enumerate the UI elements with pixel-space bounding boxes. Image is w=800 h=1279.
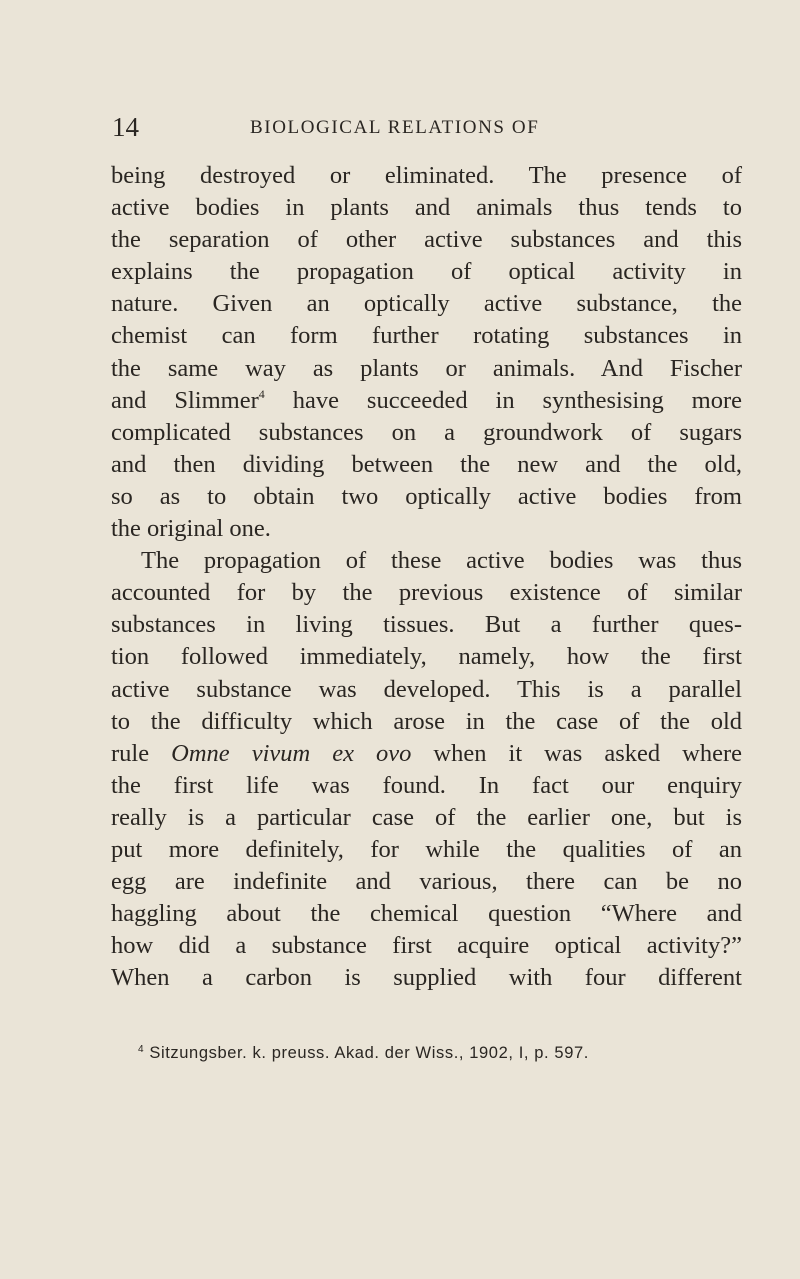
text-line: really is a particular case of the earlier one, but is <box>111 803 742 831</box>
text-line: the first life was found. In fact our enquiry <box>111 771 742 799</box>
text-line: tion followed immediately, namely, how the first <box>111 643 742 671</box>
text-segment: when it was asked where <box>411 739 742 767</box>
text-line: When a carbon is supplied with four different <box>111 964 742 992</box>
text-line: the original one. <box>111 515 271 543</box>
text-line: how did a substance first acquire optical activity?” <box>111 932 742 960</box>
footnote <box>138 1042 748 1064</box>
text-segment: have succeeded in synthesising more <box>264 386 743 414</box>
body-text <box>111 160 742 994</box>
text-line: the separation of other active substances and this <box>111 226 742 254</box>
text-line <box>111 385 742 417</box>
text-line: being destroyed or eliminated. The presence of <box>111 162 742 189</box>
text-line: haggling about the chemical question “Where and <box>111 900 742 928</box>
text-line: the same way as plants or animals. And Fischer <box>111 354 742 382</box>
text-line: egg are indefinite and various, there can be no <box>111 868 742 896</box>
page-header <box>110 112 740 142</box>
page-number: 14 <box>112 112 139 142</box>
text-line: The propagation of these active bodies was thus <box>141 547 742 575</box>
latin-phrase: Omne vivum ex ovo <box>171 739 412 767</box>
text-line <box>111 738 742 770</box>
text-line: and then dividing between the new and the old, <box>111 450 742 478</box>
text-line: nature. Given an optically active substance, the <box>111 290 742 318</box>
text-line: explains the propagation of optical activity in <box>111 258 742 286</box>
footnote-text: Sitzungsber. k. preuss. Akad. der Wiss., 1902, I, p. 597. <box>144 1044 589 1062</box>
footnote-marker: 4 <box>138 1044 145 1055</box>
text-line: accounted for by the previous existence of similar <box>111 579 742 607</box>
text-line: to the difficulty which arose in the case of the old <box>111 707 742 735</box>
text-line: so as to obtain two optically active bodies from <box>111 482 742 510</box>
text-segment: rule <box>111 739 172 767</box>
text-line: active bodies in plants and animals thus tends to <box>111 194 742 222</box>
running-title: BIOLOGICAL RELATIONS OF <box>250 117 540 138</box>
text-line: substances in living tissues. But a further ques- <box>111 611 742 639</box>
footnote-reference: 4 <box>258 386 265 401</box>
text-segment: and Slimmer <box>111 386 259 414</box>
text-line: chemist can form further rotating substances in <box>111 322 742 350</box>
text-line: active substance was developed. This is a parallel <box>111 675 742 703</box>
text-line: complicated substances on a groundwork of sugars <box>111 418 742 446</box>
text-line: put more definitely, for while the qualities of an <box>111 835 742 863</box>
